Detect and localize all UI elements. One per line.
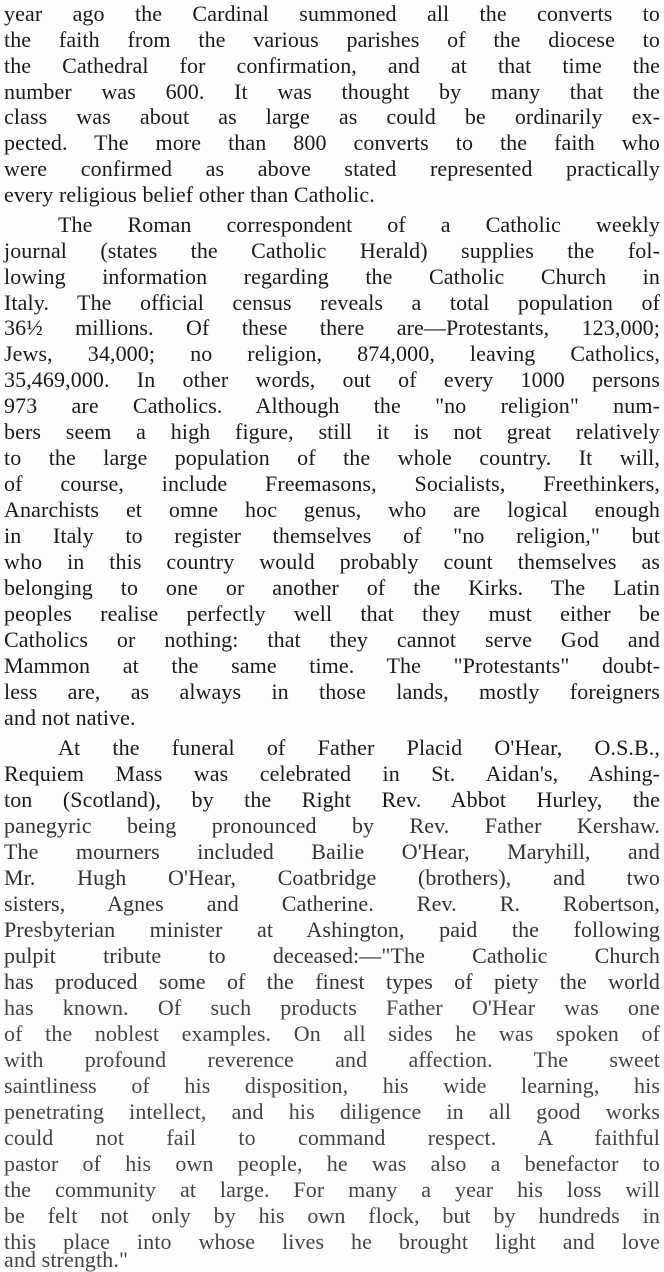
text-line: bers seem a high figure, still it is not great relatively — [4, 419, 660, 444]
text-line: less are, as always in those lands, mostly foreigners — [4, 679, 660, 704]
text-line: and strength." — [4, 1247, 129, 1272]
text-line: Italy. The official census reveals a total population of — [4, 290, 660, 315]
text-line: 973 are Catholics. Although the "no religion" num- — [4, 393, 660, 418]
text-line: this place into whose lives he brought light and love — [4, 1229, 660, 1254]
text-line: every religious belief other than Catholic. — [4, 182, 375, 207]
text-line: were confirmed as above stated represented practically — [4, 156, 660, 181]
text-line: with profound reverence and affection. The sweet — [4, 1047, 660, 1072]
text-line: Mammon at the same time. The "Protestants" doubt- — [4, 653, 660, 678]
text-line: 35,469,000. In other words, out of every 1000 persons — [4, 367, 660, 392]
text-line: 36½ millions. Of these there are—Protestants, 123,000; — [4, 315, 660, 340]
text-line: of course, include Freemasons, Socialists, Freethinkers, — [4, 471, 660, 496]
text-line: Catholics or nothing: that they cannot serve God and — [4, 627, 660, 652]
text-line: to the large population of the whole country. It will, — [4, 445, 660, 470]
text-line: pastor of his own people, he was also a benefactor to — [4, 1151, 660, 1176]
text-line: Jews, 34,000; no religion, 874,000, leaving Catholics, — [4, 341, 660, 366]
text-line: be felt not only by his own flock, but by hundreds in — [4, 1203, 660, 1228]
text-line: and not native. — [4, 705, 136, 730]
text-line: number was 600. It was thought by many that the — [4, 79, 660, 104]
text-line: the faith from the various parishes of the diocese to — [4, 27, 660, 52]
text-line: has known. Of such products Father O'Hear was one — [4, 995, 660, 1020]
text-line: has produced some of the finest types of piety the world — [4, 969, 660, 994]
text-line: Presbyterian minister at Ashington, paid the following — [4, 917, 660, 942]
text-line: At the funeral of Father Placid O'Hear, O.S.B., — [58, 735, 660, 760]
text-line: Mr. Hugh O'Hear, Coatbridge (brothers), and two — [4, 865, 660, 890]
text-line: class was about as large as could be ordinarily ex- — [4, 104, 660, 129]
text-line: the community at large. For many a year his loss will — [4, 1177, 660, 1202]
text-line: lowing information regarding the Catholic Church in — [4, 264, 660, 289]
text-line: year ago the Cardinal summoned all the converts to — [4, 1, 660, 26]
text-line: Anarchists et omne hoc genus, who are logical enough — [4, 497, 660, 522]
text-line: ton (Scotland), by the Right Rev. Abbot Hurley, the — [4, 787, 660, 812]
text-line: could not fail to command respect. A faithful — [4, 1125, 660, 1150]
text-line: The Roman correspondent of a Catholic weekly — [58, 212, 660, 237]
text-line: peoples realise perfectly well that they must either be — [4, 601, 660, 626]
text-line: belonging to one or another of the Kirks. The Latin — [4, 575, 660, 600]
text-line: pected. The more than 800 converts to the faith who — [4, 130, 660, 155]
text-line: journal (states the Catholic Herald) supplies the fol- — [4, 238, 660, 263]
text-line: of the noblest examples. On all sides he was spoken of — [4, 1021, 660, 1046]
text-line: panegyric being pronounced by Rev. Father Kershaw. — [4, 813, 660, 838]
text-line: in Italy to register themselves of "no religion," but — [4, 523, 660, 548]
text-line: sisters, Agnes and Catherine. Rev. R. Robertson, — [4, 891, 660, 916]
text-line: Requiem Mass was celebrated in St. Aidan's, Ashing- — [4, 761, 660, 786]
text-line: saintliness of his disposition, his wide learning, his — [4, 1073, 660, 1098]
text-line: pulpit tribute to deceased:—"The Catholic Church — [4, 943, 660, 968]
text-line: the Cathedral for confirmation, and at that time the — [4, 53, 660, 78]
text-line: The mourners included Bailie O'Hear, Maryhill, and — [4, 839, 660, 864]
text-line: penetrating intellect, and his diligence in all good works — [4, 1099, 660, 1124]
text-line: who in this country would probably count themselves as — [4, 549, 660, 574]
